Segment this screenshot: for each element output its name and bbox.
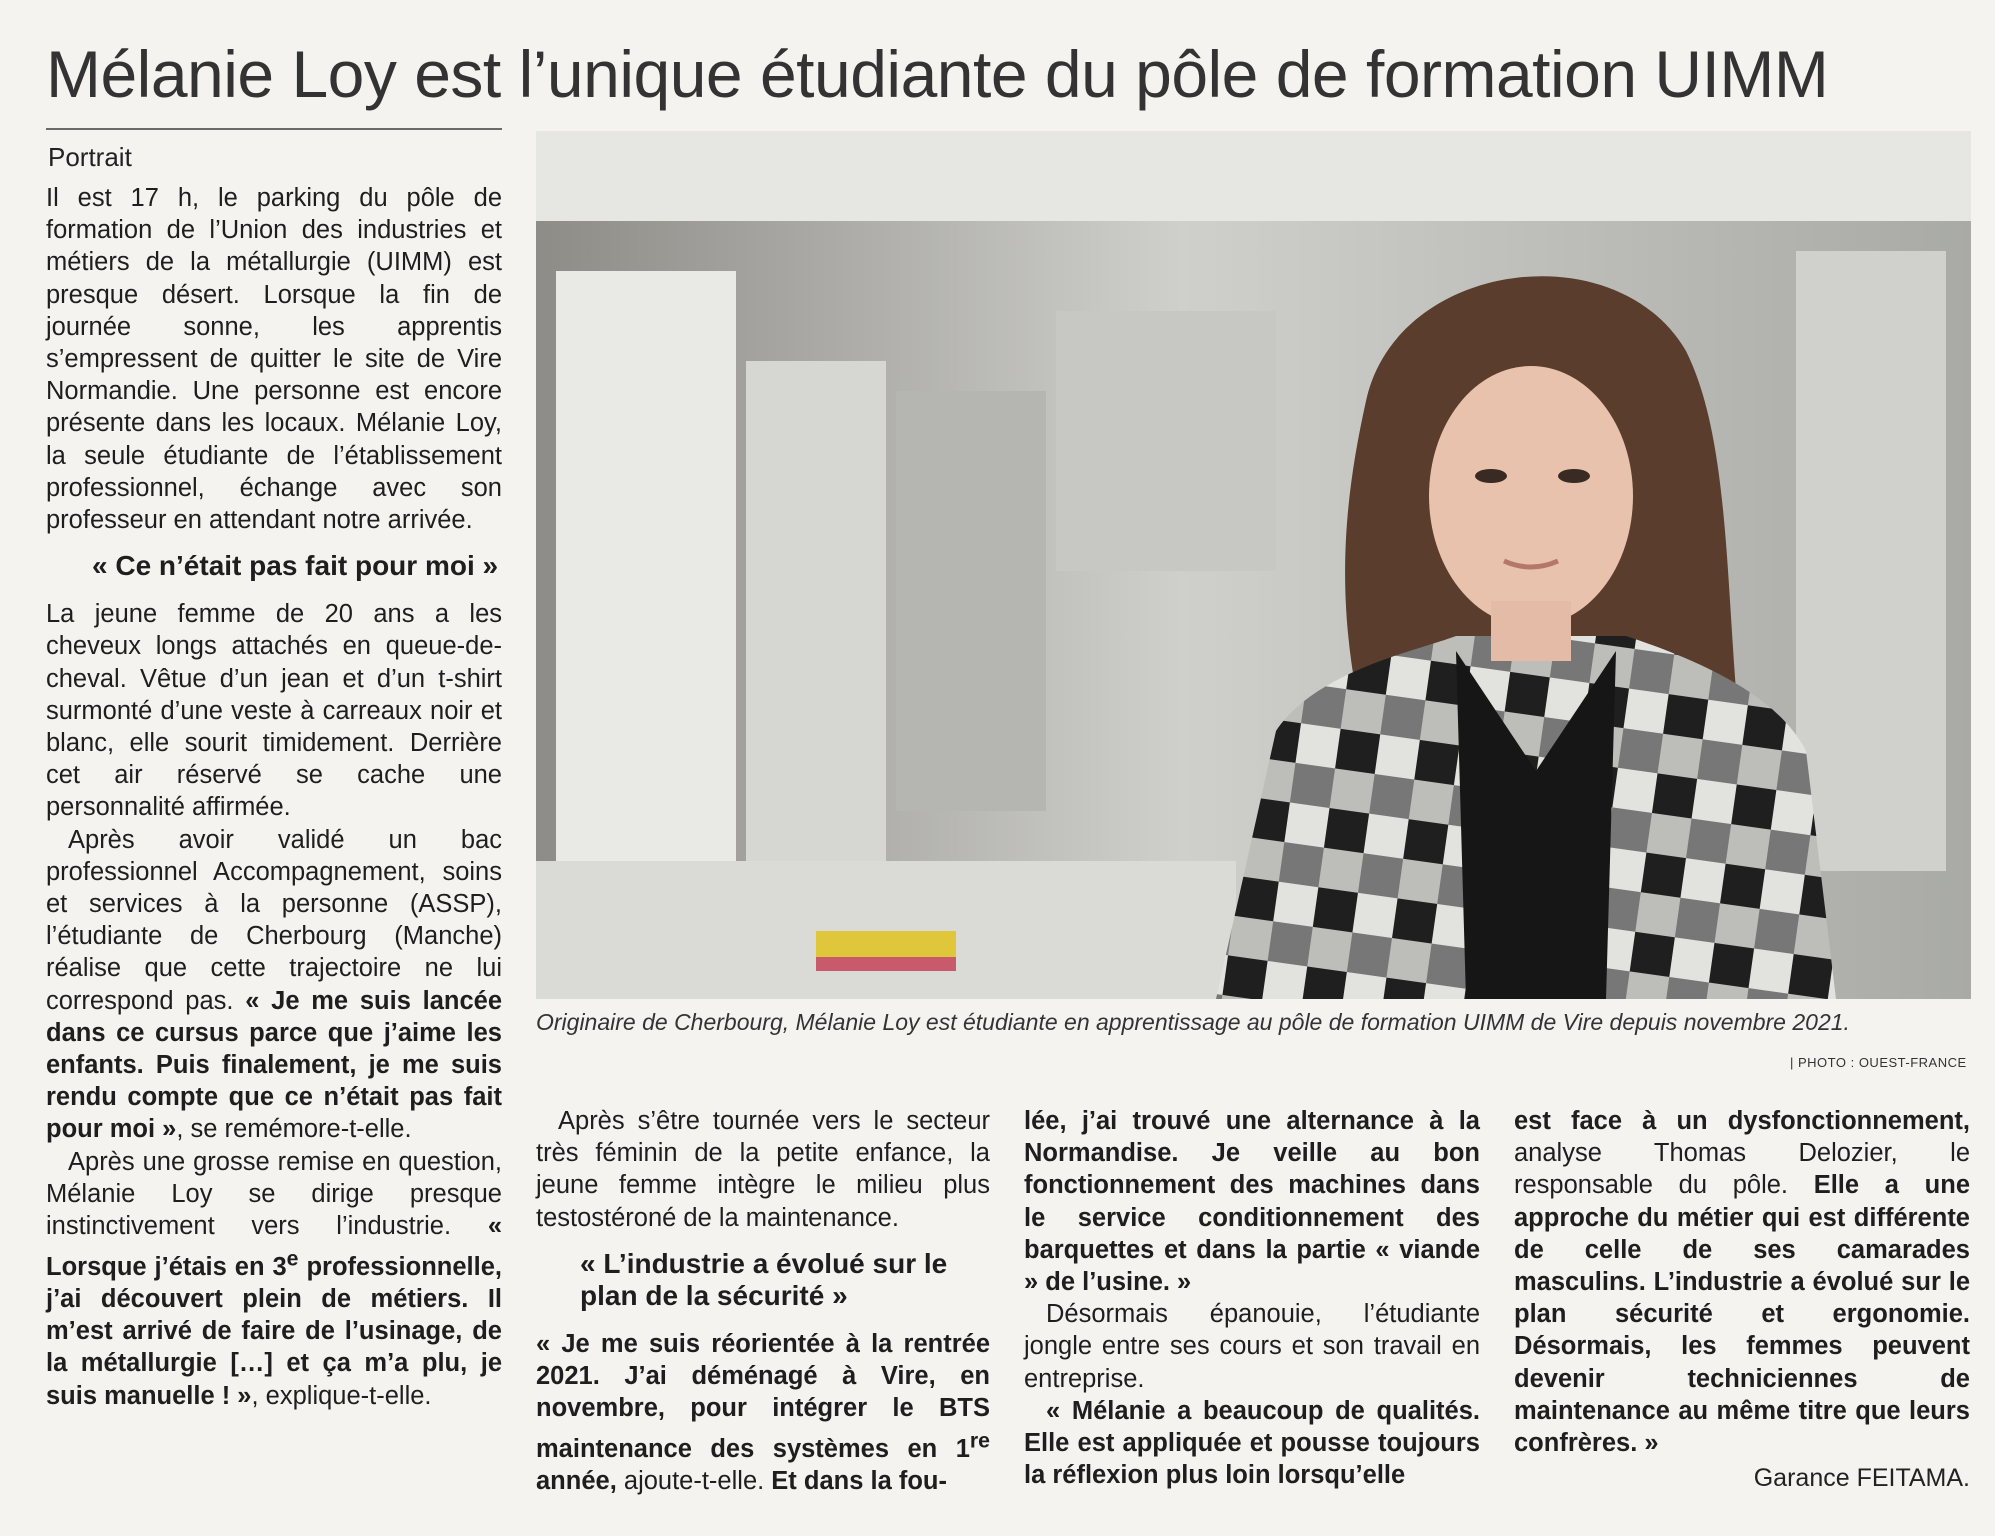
paragraph-9-quote: « Mélanie a beaucoup de qualités. Elle est appliquée et pousse toujours la réflexion plus loin lorsqu’elle [1024,1396,1480,1490]
article-photo [536,131,1971,999]
author-signature: Garance FEITAMA. [1753,1464,1970,1492]
paragraph-3 [46,824,502,1146]
paragraph-6-text: ajoute-t-elle. [616,1467,772,1496]
paragraph-6-quote-c: Et dans la fou- [771,1467,947,1496]
article-column-1 [46,182,502,1412]
paragraph-4-quote-b: professionnelle, j’ai découvert plein de métiers. Il m’est arrivé de faire de l’usinage, de la métallurgie […] et ça m’a plu, je suis manuelle ! » [46,1252,502,1410]
paragraph-10-quote-b: Elle a une approche du métier qui est différente de celle de ses camarades masculins. L’industrie a évolué sur le plan sécurité et ergonomie. Désormais, les femmes peuvent devenir techniciennes de maintenance au même titre que leurs confrères. » [1514,1171,1971,1458]
subheading-1: « Ce n’était pas fait pour moi » [92,550,499,582]
paragraph-2: La jeune femme de 20 ans a les cheveux longs attachés en queue-de-cheval. Vêtue d’un jean et d’un t-shirt surmonté d’une veste à carreaux noir et blanc, elle sourit timidement. Derrière cet air réservé se cache une personnalité affirmée. [46,600,502,822]
article-headline: Mélanie Loy est l’unique étudiante du pôle de formation UIMM [46,37,1829,111]
paragraph-9 [1024,1395,1480,1492]
paragraph-8: Désormais épanouie, l’étudiante jongle entre ses cours et son travail en entreprise. [1024,1300,1480,1393]
article-column-2 [536,1105,990,1497]
photo-illustration [536,131,1971,999]
paragraph-5: Après s’être tournée vers le secteur très féminin de la petite enfance, la jeune femme intègre le milieu plus testostéroné de la maintenance. [536,1107,990,1232]
subheading-2: « L’industrie a évolué sur le plan de la sécurité » [580,1247,948,1311]
column-rule [46,128,502,130]
paragraph-6 [536,1328,990,1498]
rubric-label: Portrait [48,142,132,172]
paragraph-6-quote-a: « Je me suis réorientée à la rentrée 2021. J’ai déménagé à Vire, en novembre, pour intégrer le BTS maintenance des systèmes en 1 [536,1329,990,1463]
paragraph-10 [1514,1105,1970,1459]
paragraph-4-quote [46,1212,502,1410]
paragraph-3-quote: « Je me suis lancée dans ce cursus parce que j’aime les enfants. Puis finalement, je me suis rendu compte que ce n’était pas fait pour moi » [46,986,502,1144]
article-column-3 [1024,1105,1480,1491]
paragraph-10-quote-a: est face à un dysfonctionnement, [1514,1107,1970,1135]
paragraph-10-text: analyse Thomas Delozier, le responsable du pôle. [1514,1139,1970,1200]
article-column-4 [1514,1105,1970,1459]
paragraph-3-text: Après avoir validé un bac professionnel Accompagnement, soins et services à la personne (ASSP), l’étudiante de Cherbourg (Manche) réalise que cette trajectoire ne lui correspond pas. [46,825,502,1015]
paragraph-4-tail: , explique-t-elle. [251,1381,432,1410]
paragraph-4 [46,1146,502,1412]
paragraph-6-sup: re [969,1428,990,1453]
paragraph-7-quote: lée, j’ai trouvé une alternance à la Normandise. Je veille au bon fonctionnement des machines dans le service conditionnement des barquettes et dans la partie « viande » de l’usine. » [1024,1107,1480,1297]
paragraph-intro: Il est 17 h, le parking du pôle de formation de l’Union des industries et métiers de la métallurgie (UIMM) est presque désert. Lorsque la fin de journée sonne, les apprentis s’empressent de quitter le site de Vire Normandie. Une personne est encore présente dans les locaux. Mélanie Loy, la seule étudiante de l’établissement professionnel, échange avec son professeur en attendant notre arrivée. [46,184,502,535]
paragraph-4-sup: e [286,1246,299,1271]
photo-caption: Originaire de Cherbourg, Mélanie Loy est étudiante en apprentissage au pôle de formation UIMM de Vire depuis novembre 2021. [536,1009,1850,1035]
paragraph-7 [1024,1105,1480,1298]
photo-credit: | PHOTO : OUEST-FRANCE [1790,1055,1967,1070]
paragraph-4-text: Après une grosse remise en question, Mélanie Loy se dirige presque instinctivement vers l’industrie. [46,1147,502,1241]
paragraph-3-tail: , se remémore-t-elle. [176,1115,412,1144]
paragraph-4-quote-a: « Lorsque j’étais en 3 [46,1212,502,1281]
paragraph-6-quote-b: année, [536,1467,617,1496]
